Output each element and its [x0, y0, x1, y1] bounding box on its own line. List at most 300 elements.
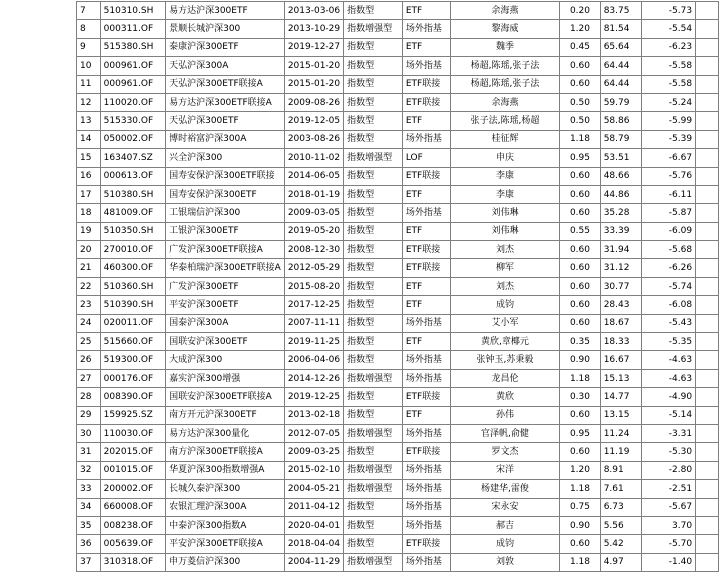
fund-code-cell[interactable]: 200002.OF	[100, 480, 165, 498]
fund-category-cell[interactable]: 场外指基	[402, 351, 450, 369]
fund-category-cell[interactable]: 场外指基	[402, 424, 450, 442]
return-value-cell[interactable]: -2.51	[642, 480, 696, 498]
fund-code-cell[interactable]: 159925.SZ	[100, 406, 165, 424]
inception-date-cell[interactable]: 2019-11-25	[284, 333, 343, 351]
fund-size-cell[interactable]: 5.56	[600, 516, 641, 534]
empty-cell[interactable]	[696, 480, 719, 498]
fund-size-cell[interactable]: 15.13	[600, 369, 641, 387]
fund-category-cell[interactable]: 场外指基	[402, 20, 450, 38]
return-value-cell[interactable]: -4.63	[642, 351, 696, 369]
fund-category-cell[interactable]: ETF	[402, 406, 450, 424]
fund-manager-cell[interactable]: 黄欣,章椰元	[450, 333, 560, 351]
return-value-cell[interactable]: -5.68	[642, 241, 696, 259]
fund-category-cell[interactable]: 场外指基	[402, 204, 450, 222]
fund-size-cell[interactable]: 18.33	[600, 333, 641, 351]
fund-size-cell[interactable]: 83.75	[600, 2, 641, 20]
inception-date-cell[interactable]: 2018-01-19	[284, 185, 343, 203]
inception-date-cell[interactable]: 2018-04-04	[284, 535, 343, 553]
inception-date-cell[interactable]: 2015-01-20	[284, 75, 343, 93]
fee-rate-cell[interactable]: 0.20	[560, 2, 600, 20]
inception-date-cell[interactable]: 2019-12-27	[284, 38, 343, 56]
fund-size-cell[interactable]: 58.86	[600, 112, 641, 130]
fund-code-cell[interactable]: 110020.OF	[100, 93, 165, 111]
fee-rate-cell[interactable]: 0.60	[560, 535, 600, 553]
fund-type-cell[interactable]: 指数型	[344, 351, 403, 369]
fund-code-cell[interactable]: 270010.OF	[100, 241, 165, 259]
empty-cell[interactable]	[696, 2, 719, 20]
inception-date-cell[interactable]: 2019-05-20	[284, 222, 343, 240]
inception-date-cell[interactable]: 2015-08-20	[284, 277, 343, 295]
fee-rate-cell[interactable]: 1.18	[560, 480, 600, 498]
fund-name-cell[interactable]: 景顺长城沪深300	[166, 20, 285, 38]
empty-cell[interactable]	[696, 204, 719, 222]
fund-size-cell[interactable]: 13.15	[600, 406, 641, 424]
fund-type-cell[interactable]: 指数型	[344, 388, 403, 406]
fund-name-cell[interactable]: 天弘沪深300ETF	[166, 112, 285, 130]
fee-rate-cell[interactable]: 0.90	[560, 351, 600, 369]
inception-date-cell[interactable]: 2004-05-21	[284, 480, 343, 498]
fund-code-cell[interactable]: 005639.OF	[100, 535, 165, 553]
empty-cell[interactable]	[696, 424, 719, 442]
fund-name-cell[interactable]: 华夏沪深300指数增强A	[166, 461, 285, 479]
fund-code-cell[interactable]: 008238.OF	[100, 516, 165, 534]
fee-rate-cell[interactable]: 0.35	[560, 333, 600, 351]
fund-code-cell[interactable]: 460300.OF	[100, 259, 165, 277]
fund-manager-cell[interactable]: 刘伟琳	[450, 204, 560, 222]
fund-name-cell[interactable]: 申万菱信沪深300	[166, 553, 285, 571]
fund-code-cell[interactable]: 510380.SH	[100, 185, 165, 203]
fee-rate-cell[interactable]: 0.95	[560, 149, 600, 167]
fee-rate-cell[interactable]: 0.60	[560, 443, 600, 461]
fund-category-cell[interactable]: ETF联接	[402, 93, 450, 111]
fee-rate-cell[interactable]: 0.60	[560, 259, 600, 277]
empty-cell[interactable]	[696, 277, 719, 295]
fund-code-cell[interactable]: 202015.OF	[100, 443, 165, 461]
inception-date-cell[interactable]: 2009-08-26	[284, 93, 343, 111]
fund-type-cell[interactable]: 指数增强型	[344, 424, 403, 442]
fund-code-cell[interactable]: 310318.OF	[100, 553, 165, 571]
fund-category-cell[interactable]: 场外指基	[402, 516, 450, 534]
row-number-cell[interactable]: 19	[77, 222, 101, 240]
fund-category-cell[interactable]: 场外指基	[402, 57, 450, 75]
row-number-cell[interactable]: 12	[77, 93, 101, 111]
fund-manager-cell[interactable]: 刘杰	[450, 277, 560, 295]
return-value-cell[interactable]: -5.58	[642, 57, 696, 75]
fee-rate-cell[interactable]: 1.18	[560, 553, 600, 571]
empty-cell[interactable]	[696, 388, 719, 406]
inception-date-cell[interactable]: 2012-07-05	[284, 424, 343, 442]
fee-rate-cell[interactable]: 1.18	[560, 369, 600, 387]
fund-size-cell[interactable]: 6.73	[600, 498, 641, 516]
fund-manager-cell[interactable]: 桂征辉	[450, 130, 560, 148]
inception-date-cell[interactable]: 2007-11-11	[284, 314, 343, 332]
fund-manager-cell[interactable]: 张钟玉,苏秉毅	[450, 351, 560, 369]
fund-category-cell[interactable]: ETF联接	[402, 259, 450, 277]
return-value-cell[interactable]: -5.14	[642, 406, 696, 424]
row-number-cell[interactable]: 10	[77, 57, 101, 75]
fund-size-cell[interactable]: 33.39	[600, 222, 641, 240]
return-value-cell[interactable]: -4.63	[642, 369, 696, 387]
empty-cell[interactable]	[696, 222, 719, 240]
inception-date-cell[interactable]: 2003-08-26	[284, 130, 343, 148]
fund-code-cell[interactable]: 163407.SZ	[100, 149, 165, 167]
fund-size-cell[interactable]: 48.66	[600, 167, 641, 185]
fund-type-cell[interactable]: 指数增强型	[344, 480, 403, 498]
fund-code-cell[interactable]: 510390.SH	[100, 296, 165, 314]
fund-category-cell[interactable]: ETF	[402, 185, 450, 203]
fund-code-cell[interactable]: 000311.OF	[100, 20, 165, 38]
return-value-cell[interactable]: -5.24	[642, 93, 696, 111]
fund-name-cell[interactable]: 平安沪深300ETF联接A	[166, 535, 285, 553]
empty-cell[interactable]	[696, 112, 719, 130]
fund-type-cell[interactable]: 指数型	[344, 93, 403, 111]
fund-code-cell[interactable]: 020011.OF	[100, 314, 165, 332]
return-value-cell[interactable]: -6.26	[642, 259, 696, 277]
fund-name-cell[interactable]: 长城久泰沪深300	[166, 480, 285, 498]
fund-size-cell[interactable]: 7.61	[600, 480, 641, 498]
inception-date-cell[interactable]: 2019-12-05	[284, 112, 343, 130]
fund-name-cell[interactable]: 易方达沪深300ETF	[166, 2, 285, 20]
fund-manager-cell[interactable]: 宋永安	[450, 498, 560, 516]
fund-name-cell[interactable]: 南方沪深300ETF联接A	[166, 443, 285, 461]
return-value-cell[interactable]: -5.67	[642, 498, 696, 516]
empty-cell[interactable]	[696, 351, 719, 369]
fund-type-cell[interactable]: 指数型	[344, 241, 403, 259]
fee-rate-cell[interactable]: 0.75	[560, 498, 600, 516]
return-value-cell[interactable]: -5.76	[642, 167, 696, 185]
fund-type-cell[interactable]: 指数增强型	[344, 369, 403, 387]
fund-category-cell[interactable]: ETF	[402, 222, 450, 240]
fund-name-cell[interactable]: 国寿安保沪深300ETF联接	[166, 167, 285, 185]
fund-type-cell[interactable]: 指数型	[344, 112, 403, 130]
fund-name-cell[interactable]: 国泰沪深300A	[166, 314, 285, 332]
fund-category-cell[interactable]: ETF联接	[402, 241, 450, 259]
fund-manager-cell[interactable]: 柳军	[450, 259, 560, 277]
fund-name-cell[interactable]: 嘉实沪深300增强	[166, 369, 285, 387]
inception-date-cell[interactable]: 2013-02-18	[284, 406, 343, 424]
fund-category-cell[interactable]: ETF	[402, 296, 450, 314]
fund-category-cell[interactable]: 场外指基	[402, 461, 450, 479]
fund-code-cell[interactable]: 000613.OF	[100, 167, 165, 185]
fund-name-cell[interactable]: 中泰沪深300指数A	[166, 516, 285, 534]
fee-rate-cell[interactable]: 0.60	[560, 406, 600, 424]
fund-name-cell[interactable]: 农银汇理沪深300A	[166, 498, 285, 516]
fund-manager-cell[interactable]: 杨超,陈瑶,张子法	[450, 75, 560, 93]
return-value-cell[interactable]: -5.99	[642, 112, 696, 130]
fund-type-cell[interactable]: 指数型	[344, 167, 403, 185]
row-number-cell[interactable]: 7	[77, 2, 101, 20]
fund-type-cell[interactable]: 指数型	[344, 296, 403, 314]
fund-name-cell[interactable]: 博时裕富沪深300A	[166, 130, 285, 148]
fund-size-cell[interactable]: 64.44	[600, 75, 641, 93]
fund-manager-cell[interactable]: 杨超,陈瑶,张子法	[450, 57, 560, 75]
return-value-cell[interactable]: -5.35	[642, 333, 696, 351]
fund-category-cell[interactable]: 场外指基	[402, 369, 450, 387]
fee-rate-cell[interactable]: 1.18	[560, 130, 600, 148]
fund-manager-cell[interactable]: 黄欣	[450, 388, 560, 406]
fund-manager-cell[interactable]: 官泽帆,俞健	[450, 424, 560, 442]
fee-rate-cell[interactable]: 0.30	[560, 388, 600, 406]
inception-date-cell[interactable]: 2011-04-12	[284, 498, 343, 516]
fund-name-cell[interactable]: 平安沪深300ETF	[166, 296, 285, 314]
fund-size-cell[interactable]: 8.91	[600, 461, 641, 479]
return-value-cell[interactable]: -4.90	[642, 388, 696, 406]
fund-size-cell[interactable]: 28.43	[600, 296, 641, 314]
return-value-cell[interactable]: -5.30	[642, 443, 696, 461]
inception-date-cell[interactable]: 2008-12-30	[284, 241, 343, 259]
row-number-cell[interactable]: 13	[77, 112, 101, 130]
inception-date-cell[interactable]: 2006-04-06	[284, 351, 343, 369]
fund-code-cell[interactable]: 000961.OF	[100, 75, 165, 93]
fund-manager-cell[interactable]: 余海燕	[450, 2, 560, 20]
fund-code-cell[interactable]: 008390.OF	[100, 388, 165, 406]
fund-name-cell[interactable]: 国联安沪深300ETF	[166, 333, 285, 351]
fund-type-cell[interactable]: 指数增强型	[344, 553, 403, 571]
fund-code-cell[interactable]: 000961.OF	[100, 57, 165, 75]
return-value-cell[interactable]: -5.54	[642, 20, 696, 38]
empty-cell[interactable]	[696, 75, 719, 93]
row-number-cell[interactable]: 27	[77, 369, 101, 387]
fund-name-cell[interactable]: 广发沪深300ETF联接A	[166, 241, 285, 259]
return-value-cell[interactable]: -6.11	[642, 185, 696, 203]
empty-cell[interactable]	[696, 535, 719, 553]
return-value-cell[interactable]: -6.08	[642, 296, 696, 314]
fund-code-cell[interactable]: 515660.OF	[100, 333, 165, 351]
fund-type-cell[interactable]: 指数型	[344, 314, 403, 332]
row-number-cell[interactable]: 30	[77, 424, 101, 442]
fund-code-cell[interactable]: 001015.OF	[100, 461, 165, 479]
fund-category-cell[interactable]: ETF联接	[402, 535, 450, 553]
fee-rate-cell[interactable]: 0.60	[560, 167, 600, 185]
fund-type-cell[interactable]: 指数型	[344, 259, 403, 277]
fee-rate-cell[interactable]: 0.90	[560, 516, 600, 534]
inception-date-cell[interactable]: 2013-10-29	[284, 20, 343, 38]
empty-cell[interactable]	[696, 498, 719, 516]
fee-rate-cell[interactable]: 0.60	[560, 277, 600, 295]
fee-rate-cell[interactable]: 0.55	[560, 222, 600, 240]
fee-rate-cell[interactable]: 0.60	[560, 204, 600, 222]
fund-category-cell[interactable]: ETF	[402, 277, 450, 295]
row-number-cell[interactable]: 28	[77, 388, 101, 406]
fund-category-cell[interactable]: ETF联接	[402, 388, 450, 406]
fund-size-cell[interactable]: 31.12	[600, 259, 641, 277]
fund-type-cell[interactable]: 指数型	[344, 277, 403, 295]
empty-cell[interactable]	[696, 406, 719, 424]
empty-cell[interactable]	[696, 167, 719, 185]
fund-name-cell[interactable]: 国寿安保沪深300ETF	[166, 185, 285, 203]
fund-size-cell[interactable]: 35.28	[600, 204, 641, 222]
fee-rate-cell[interactable]: 0.95	[560, 424, 600, 442]
empty-cell[interactable]	[696, 149, 719, 167]
fund-manager-cell[interactable]: 余海燕	[450, 93, 560, 111]
empty-cell[interactable]	[696, 130, 719, 148]
fund-name-cell[interactable]: 南方开元沪深300ETF	[166, 406, 285, 424]
fund-type-cell[interactable]: 指数型	[344, 2, 403, 20]
empty-cell[interactable]	[696, 20, 719, 38]
fund-manager-cell[interactable]: 郝吉	[450, 516, 560, 534]
fee-rate-cell[interactable]: 0.50	[560, 112, 600, 130]
fund-type-cell[interactable]: 指数型	[344, 204, 403, 222]
fund-size-cell[interactable]: 30.77	[600, 277, 641, 295]
fee-rate-cell[interactable]: 1.20	[560, 20, 600, 38]
fund-size-cell[interactable]: 59.79	[600, 93, 641, 111]
inception-date-cell[interactable]: 2012-05-29	[284, 259, 343, 277]
fund-type-cell[interactable]: 指数型	[344, 75, 403, 93]
empty-cell[interactable]	[696, 38, 719, 56]
fund-code-cell[interactable]: 510350.SH	[100, 222, 165, 240]
fund-manager-cell[interactable]: 龙昌伦	[450, 369, 560, 387]
fund-category-cell[interactable]: ETF联接	[402, 443, 450, 461]
fee-rate-cell[interactable]: 0.60	[560, 57, 600, 75]
fund-category-cell[interactable]: ETF	[402, 333, 450, 351]
fund-size-cell[interactable]: 81.54	[600, 20, 641, 38]
fund-size-cell[interactable]: 5.42	[600, 535, 641, 553]
fund-type-cell[interactable]: 指数型	[344, 516, 403, 534]
fund-category-cell[interactable]: ETF联接	[402, 75, 450, 93]
inception-date-cell[interactable]: 2014-06-05	[284, 167, 343, 185]
row-number-cell[interactable]: 11	[77, 75, 101, 93]
fund-name-cell[interactable]: 兴全沪深300	[166, 149, 285, 167]
return-value-cell[interactable]: -5.73	[642, 2, 696, 20]
fund-category-cell[interactable]: 场外指基	[402, 498, 450, 516]
fund-code-cell[interactable]: 000176.OF	[100, 369, 165, 387]
fund-name-cell[interactable]: 易方达沪深300量化	[166, 424, 285, 442]
fund-size-cell[interactable]: 16.67	[600, 351, 641, 369]
fund-category-cell[interactable]: ETF	[402, 112, 450, 130]
inception-date-cell[interactable]: 2020-04-01	[284, 516, 343, 534]
fund-manager-cell[interactable]: 孙伟	[450, 406, 560, 424]
return-value-cell[interactable]: -5.39	[642, 130, 696, 148]
row-number-cell[interactable]: 36	[77, 535, 101, 553]
fee-rate-cell[interactable]: 0.50	[560, 93, 600, 111]
fee-rate-cell[interactable]: 1.20	[560, 461, 600, 479]
row-number-cell[interactable]: 16	[77, 167, 101, 185]
fund-size-cell[interactable]: 11.19	[600, 443, 641, 461]
inception-date-cell[interactable]: 2010-11-02	[284, 149, 343, 167]
fund-name-cell[interactable]: 天弘沪深300ETF联接A	[166, 75, 285, 93]
fee-rate-cell[interactable]: 0.60	[560, 75, 600, 93]
empty-cell[interactable]	[696, 314, 719, 332]
fund-category-cell[interactable]: 场外指基	[402, 314, 450, 332]
fund-name-cell[interactable]: 泰康沪深300ETF	[166, 38, 285, 56]
fund-size-cell[interactable]: 58.79	[600, 130, 641, 148]
row-number-cell[interactable]: 18	[77, 204, 101, 222]
fund-manager-cell[interactable]: 成钧	[450, 296, 560, 314]
fund-type-cell[interactable]: 指数型	[344, 57, 403, 75]
fund-type-cell[interactable]: 指数型	[344, 222, 403, 240]
fund-code-cell[interactable]: 481009.OF	[100, 204, 165, 222]
fund-name-cell[interactable]: 国联安沪深300ETF联接A	[166, 388, 285, 406]
row-number-cell[interactable]: 15	[77, 149, 101, 167]
fund-name-cell[interactable]: 大成沪深300	[166, 351, 285, 369]
fund-name-cell[interactable]: 易方达沪深300ETF联接A	[166, 93, 285, 111]
empty-cell[interactable]	[696, 443, 719, 461]
fund-type-cell[interactable]: 指数型	[344, 185, 403, 203]
fund-code-cell[interactable]: 510360.SH	[100, 277, 165, 295]
inception-date-cell[interactable]: 2014-12-26	[284, 369, 343, 387]
return-value-cell[interactable]: -5.58	[642, 75, 696, 93]
row-number-cell[interactable]: 35	[77, 516, 101, 534]
return-value-cell[interactable]: -6.67	[642, 149, 696, 167]
fund-code-cell[interactable]: 510310.SH	[100, 2, 165, 20]
fund-type-cell[interactable]: 指数型	[344, 333, 403, 351]
fund-category-cell[interactable]: 场外指基	[402, 480, 450, 498]
return-value-cell[interactable]: -5.74	[642, 277, 696, 295]
fund-name-cell[interactable]: 工银瑞信沪深300	[166, 204, 285, 222]
inception-date-cell[interactable]: 2015-02-10	[284, 461, 343, 479]
fund-type-cell[interactable]: 指数型	[344, 38, 403, 56]
empty-cell[interactable]	[696, 241, 719, 259]
fund-type-cell[interactable]: 指数增强型	[344, 149, 403, 167]
return-value-cell[interactable]: -2.80	[642, 461, 696, 479]
row-number-cell[interactable]: 33	[77, 480, 101, 498]
inception-date-cell[interactable]: 2009-03-25	[284, 443, 343, 461]
row-number-cell[interactable]: 9	[77, 38, 101, 56]
return-value-cell[interactable]: 3.70	[642, 516, 696, 534]
fund-manager-cell[interactable]: 李康	[450, 185, 560, 203]
fund-manager-cell[interactable]: 成钧	[450, 535, 560, 553]
fund-manager-cell[interactable]: 刘伟琳	[450, 222, 560, 240]
fund-manager-cell[interactable]: 申庆	[450, 149, 560, 167]
fund-code-cell[interactable]: 660008.OF	[100, 498, 165, 516]
empty-cell[interactable]	[696, 259, 719, 277]
row-number-cell[interactable]: 22	[77, 277, 101, 295]
fund-type-cell[interactable]: 指数型	[344, 498, 403, 516]
fund-code-cell[interactable]: 515380.SH	[100, 38, 165, 56]
row-number-cell[interactable]: 20	[77, 241, 101, 259]
fee-rate-cell[interactable]: 0.60	[560, 314, 600, 332]
fund-category-cell[interactable]: ETF	[402, 38, 450, 56]
inception-date-cell[interactable]: 2009-03-05	[284, 204, 343, 222]
fund-name-cell[interactable]: 工银沪深300ETF	[166, 222, 285, 240]
row-number-cell[interactable]: 23	[77, 296, 101, 314]
fee-rate-cell[interactable]: 0.60	[560, 185, 600, 203]
return-value-cell[interactable]: -5.87	[642, 204, 696, 222]
fund-code-cell[interactable]: 515330.OF	[100, 112, 165, 130]
fund-size-cell[interactable]: 64.44	[600, 57, 641, 75]
fund-size-cell[interactable]: 65.64	[600, 38, 641, 56]
empty-cell[interactable]	[696, 185, 719, 203]
fund-type-cell[interactable]: 指数型	[344, 535, 403, 553]
inception-date-cell[interactable]: 2004-11-29	[284, 553, 343, 571]
fund-type-cell[interactable]: 指数型	[344, 443, 403, 461]
fund-category-cell[interactable]: ETF联接	[402, 167, 450, 185]
row-number-cell[interactable]: 34	[77, 498, 101, 516]
fund-manager-cell[interactable]: 李康	[450, 167, 560, 185]
fund-code-cell[interactable]: 110030.OF	[100, 424, 165, 442]
fund-name-cell[interactable]: 天弘沪深300A	[166, 57, 285, 75]
fund-category-cell[interactable]: ETF	[402, 2, 450, 20]
fund-manager-cell[interactable]: 魏季	[450, 38, 560, 56]
return-value-cell[interactable]: -6.09	[642, 222, 696, 240]
empty-cell[interactable]	[696, 93, 719, 111]
fund-manager-cell[interactable]: 艾小军	[450, 314, 560, 332]
fund-type-cell[interactable]: 指数增强型	[344, 20, 403, 38]
fee-rate-cell[interactable]: 0.60	[560, 296, 600, 314]
fund-size-cell[interactable]: 44.86	[600, 185, 641, 203]
inception-date-cell[interactable]: 2013-03-06	[284, 2, 343, 20]
row-number-cell[interactable]: 17	[77, 185, 101, 203]
return-value-cell[interactable]: -6.23	[642, 38, 696, 56]
fund-manager-cell[interactable]: 张子法,陈瑶,杨超	[450, 112, 560, 130]
fund-size-cell[interactable]: 53.51	[600, 149, 641, 167]
fee-rate-cell[interactable]: 0.60	[560, 241, 600, 259]
fee-rate-cell[interactable]: 0.45	[560, 38, 600, 56]
row-number-cell[interactable]: 26	[77, 351, 101, 369]
row-number-cell[interactable]: 32	[77, 461, 101, 479]
fund-manager-cell[interactable]: 黎海威	[450, 20, 560, 38]
inception-date-cell[interactable]: 2019-12-25	[284, 388, 343, 406]
